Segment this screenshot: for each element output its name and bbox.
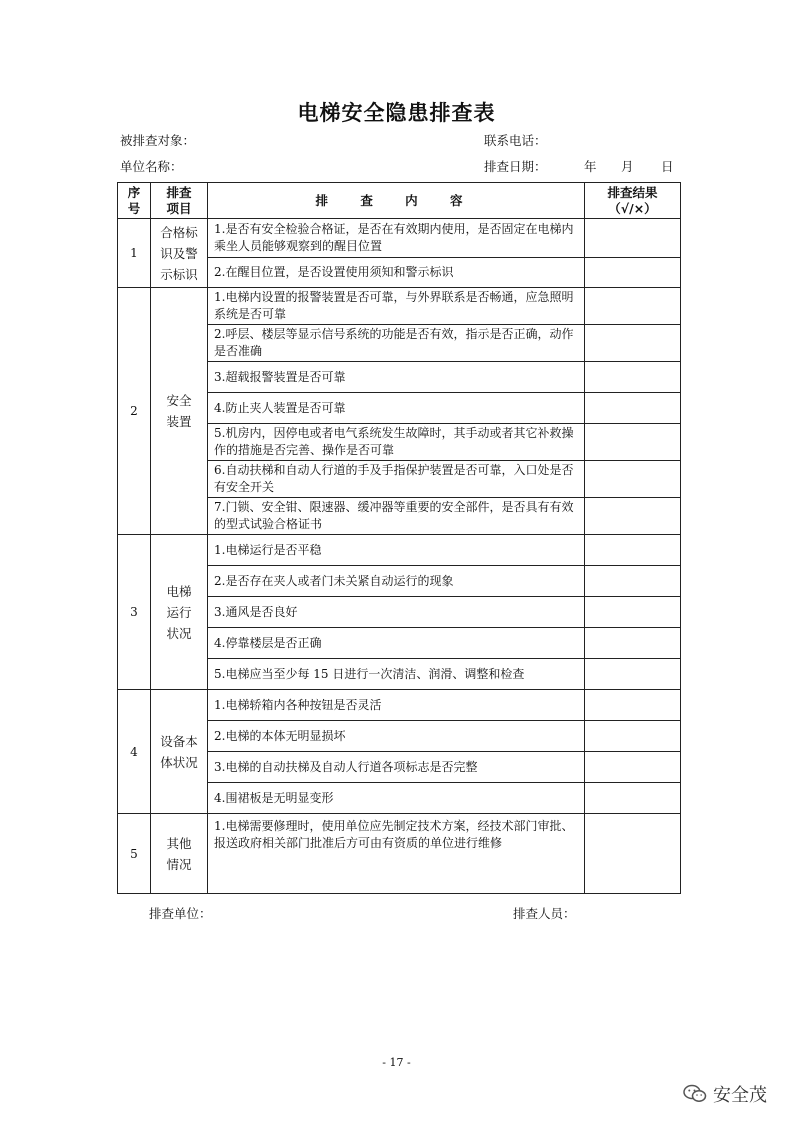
section-no: 3 — [118, 535, 151, 690]
header-result: 排查结果 （√/×） — [585, 183, 681, 219]
check-date-label: 排查日期： — [484, 159, 547, 174]
target-label: 被排查对象： — [120, 133, 196, 148]
result-cell[interactable] — [585, 752, 681, 783]
day-label: 日 — [661, 159, 674, 174]
section-item: 合格标识及警示标识 — [151, 219, 208, 288]
header-content: 排 查 内 容 — [208, 183, 585, 219]
month-label: 月 — [621, 159, 634, 174]
result-cell[interactable] — [585, 461, 681, 498]
section-no: 5 — [118, 814, 151, 894]
check-content: 7.门锁、安全钳、限速器、缓冲器等重要的安全部件，是否具有有效的型式试验合格证书 — [208, 498, 585, 535]
footer-person-label: 排查人员： — [513, 906, 576, 921]
phone-label: 联系电话： — [484, 133, 547, 148]
section-item: 安全装置 — [151, 288, 208, 535]
table-header-row — [118, 183, 681, 219]
check-content: 6.自动扶梯和自动人行道的手及手指保护装置是否可靠，入口处是否有安全开关 — [208, 461, 585, 498]
footer-unit-label: 排查单位： — [149, 906, 212, 921]
check-content: 1.电梯运行是否平稳 — [208, 535, 585, 566]
year-label: 年 — [584, 159, 597, 174]
section-no: 2 — [118, 288, 151, 535]
check-content: 1.电梯轿箱内各种按钮是否灵活 — [208, 690, 585, 721]
check-content: 2.电梯的本体无明显损坏 — [208, 721, 585, 752]
result-cell[interactable] — [585, 721, 681, 752]
check-content: 2.是否存在夹人或者门未关紧自动运行的现象 — [208, 566, 585, 597]
check-content: 3.超载报警装置是否可靠 — [208, 362, 585, 393]
section-item: 电梯运行状况 — [151, 535, 208, 690]
check-content: 3.电梯的自动扶梯及自动人行道各项标志是否完整 — [208, 752, 585, 783]
result-cell[interactable] — [585, 659, 681, 690]
page-number: - 17 - — [382, 1056, 411, 1069]
result-cell[interactable] — [585, 424, 681, 461]
check-content: 3.通风是否良好 — [208, 597, 585, 628]
check-content: 1.电梯需要修理时，使用单位应先制定技术方案，经技术部门审批、报送政府相关部门批准后方可由有资质的单位进行维修 — [208, 814, 585, 894]
check-content: 4.防止夹人装置是否可靠 — [208, 393, 585, 424]
check-content: 2.在醒目位置，是否设置使用须知和警示标识 — [208, 258, 585, 288]
check-content: 4.停靠楼层是否正确 — [208, 628, 585, 659]
table-row — [118, 814, 681, 894]
result-cell[interactable] — [585, 393, 681, 424]
table-row — [118, 288, 681, 325]
check-content: 4.围裙板是无明显变形 — [208, 783, 585, 814]
result-cell[interactable] — [585, 597, 681, 628]
check-content: 2.呼层、楼层等显示信号系统的功能是否有效，指示是否正确，动作是否准确 — [208, 325, 585, 362]
result-cell[interactable] — [585, 690, 681, 721]
check-content: 1.电梯内设置的报警装置是否可靠，与外界联系是否畅通，应急照明系统是否可靠 — [208, 288, 585, 325]
result-cell[interactable] — [585, 325, 681, 362]
result-cell[interactable] — [585, 566, 681, 597]
table-row — [118, 535, 681, 566]
section-item: 其他情况 — [151, 814, 208, 894]
check-content: 1.是否有安全检验合格证，是否在有效期内使用，是否固定在电梯内乘坐人员能够观察到的醒目位置 — [208, 219, 585, 258]
result-cell[interactable] — [585, 535, 681, 566]
section-no: 1 — [118, 219, 151, 288]
unit-name-label: 单位名称： — [120, 159, 183, 174]
result-cell[interactable] — [585, 814, 681, 894]
inspection-table — [117, 182, 681, 894]
table-body — [118, 219, 681, 894]
header-item: 排查项目 — [151, 183, 208, 219]
result-cell[interactable] — [585, 219, 681, 258]
section-item: 设备本体状况 — [151, 690, 208, 814]
check-content: 5.机房内，因停电或者电气系统发生故障时，其手动或者其它补救操作的措施是否完善、操作是否可靠 — [208, 424, 585, 461]
result-cell[interactable] — [585, 498, 681, 535]
result-cell[interactable] — [585, 783, 681, 814]
wechat-icon — [683, 1084, 707, 1104]
watermark — [683, 1081, 767, 1107]
result-cell[interactable] — [585, 628, 681, 659]
result-cell[interactable] — [585, 258, 681, 288]
table-row — [118, 690, 681, 721]
result-cell[interactable] — [585, 288, 681, 325]
check-content: 5.电梯应当至少每 15 日进行一次清洁、润滑、调整和检查 — [208, 659, 585, 690]
document-title: 电梯安全隐患排查表 — [297, 101, 496, 125]
header-no: 序号 — [118, 183, 151, 219]
section-no: 4 — [118, 690, 151, 814]
table-row — [118, 219, 681, 258]
result-cell[interactable] — [585, 362, 681, 393]
watermark-text: 安全茂 — [713, 1085, 767, 1106]
